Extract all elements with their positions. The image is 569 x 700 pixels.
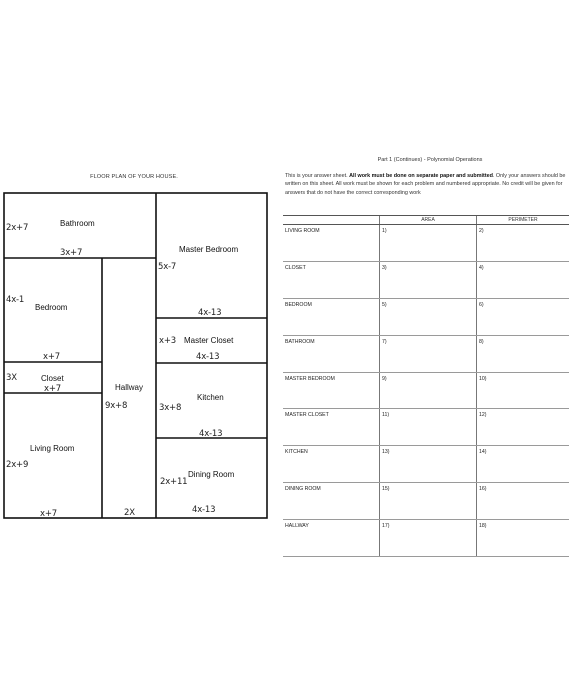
dim-closet-bottom: x+7: [44, 384, 61, 394]
dim-kitchen-side: 3x+8: [159, 403, 182, 413]
room-bathroom-label: Bathroom: [60, 219, 95, 228]
perimeter-answer-cell[interactable]: 16): [477, 483, 569, 520]
row-room-name: HALLWAY: [283, 520, 380, 557]
dim-kitchen-bottom: 4x-13: [199, 429, 223, 439]
table-row: [283, 446, 569, 483]
perimeter-answer-cell[interactable]: 6): [477, 298, 569, 335]
perimeter-answer-cell[interactable]: 8): [477, 335, 569, 372]
dim-dining-room-bottom: 4x-13: [192, 505, 216, 515]
row-room-name: BEDROOM: [283, 298, 380, 335]
perimeter-answer-cell[interactable]: 10): [477, 372, 569, 409]
instructions-emphasis: All work must be done on separate paper and submitted: [349, 173, 493, 179]
area-answer-cell[interactable]: 13): [380, 446, 477, 483]
room-dining-room-label: Dining Room: [188, 470, 235, 479]
area-answer-cell[interactable]: 3): [380, 261, 477, 298]
dim-hallway-bottom: 2X: [124, 508, 135, 518]
perimeter-answer-cell[interactable]: 18): [477, 520, 569, 557]
table-row: [283, 225, 569, 262]
perimeter-answer-cell[interactable]: 14): [477, 446, 569, 483]
area-answer-cell[interactable]: 15): [380, 483, 477, 520]
dim-master-closet-side: x+3: [159, 336, 176, 346]
area-answer-cell[interactable]: 7): [380, 335, 477, 372]
row-room-name: MASTER CLOSET: [283, 409, 380, 446]
dim-living-room-side: 2x+9: [6, 460, 29, 470]
table-row: [283, 298, 569, 335]
answer-sheet-instructions: [285, 172, 569, 197]
header-area: AREA: [380, 216, 477, 225]
room-closet-label: Closet: [41, 374, 64, 383]
dim-bathroom-side: 2x+7: [6, 223, 29, 233]
answer-sheet-title: Part 1 (Continues) - Polynomial Operations: [377, 157, 483, 163]
table-row: [283, 261, 569, 298]
dim-living-room-bottom: x+7: [40, 509, 57, 519]
room-bedroom-label: Bedroom: [35, 303, 68, 312]
table-row: [283, 483, 569, 520]
floor-plan-title: FLOOR PLAN OF YOUR HOUSE.: [90, 174, 178, 180]
row-room-name: KITCHEN: [283, 446, 380, 483]
header-room: [283, 216, 380, 225]
room-master-closet-label: Master Closet: [184, 336, 234, 345]
row-room-name: CLOSET: [283, 261, 380, 298]
dim-master-closet-bottom: 4x-13: [196, 352, 220, 362]
dim-bedroom-side: 4x-1: [6, 295, 25, 305]
perimeter-answer-cell[interactable]: 2): [477, 225, 569, 262]
table-row: [283, 409, 569, 446]
room-hallway-label: Hallway: [115, 383, 144, 392]
row-room-name: DINING ROOM: [283, 483, 380, 520]
area-answer-cell[interactable]: 9): [380, 372, 477, 409]
room-master-bedroom-label: Master Bedroom: [179, 245, 239, 254]
row-room-name: MASTER BEDROOM: [283, 372, 380, 409]
dim-bedroom-bottom: x+7: [43, 352, 60, 362]
dim-dining-room-side: 2x+11: [160, 477, 188, 487]
table-row: [283, 372, 569, 409]
dim-hallway-side: 9x+8: [105, 401, 128, 411]
row-room-name: BATHROOM: [283, 335, 380, 372]
perimeter-answer-cell[interactable]: 4): [477, 261, 569, 298]
table-row: [283, 520, 569, 557]
area-answer-cell[interactable]: 1): [380, 225, 477, 262]
area-answer-cell[interactable]: 5): [380, 298, 477, 335]
instructions-text: This is your answer sheet.: [285, 173, 350, 179]
table-row: [283, 335, 569, 372]
perimeter-answer-cell[interactable]: 12): [477, 409, 569, 446]
dim-bathroom-bottom: 3x+7: [60, 248, 83, 258]
area-answer-cell[interactable]: 11): [380, 409, 477, 446]
area-answer-cell[interactable]: 17): [380, 520, 477, 557]
dim-closet-side: 3X: [6, 373, 17, 383]
room-kitchen-label: Kitchen: [197, 393, 224, 402]
header-perimeter: PERIMETER: [477, 216, 569, 225]
answer-table: [283, 215, 569, 557]
dim-master-bedroom-bottom: 4x-13: [198, 308, 222, 318]
row-room-name: LIVING ROOM: [283, 225, 380, 262]
room-living-room-label: Living Room: [30, 444, 75, 453]
instructions-text: . Only your answers should be written on this sheet. All work must be shown for each problem and numbered appropriate. No credit will be given for answers that do not have the correct corresponding work: [285, 173, 566, 196]
answer-table-header: [283, 216, 569, 225]
dim-master-bedroom-side: 5x-7: [158, 262, 177, 272]
